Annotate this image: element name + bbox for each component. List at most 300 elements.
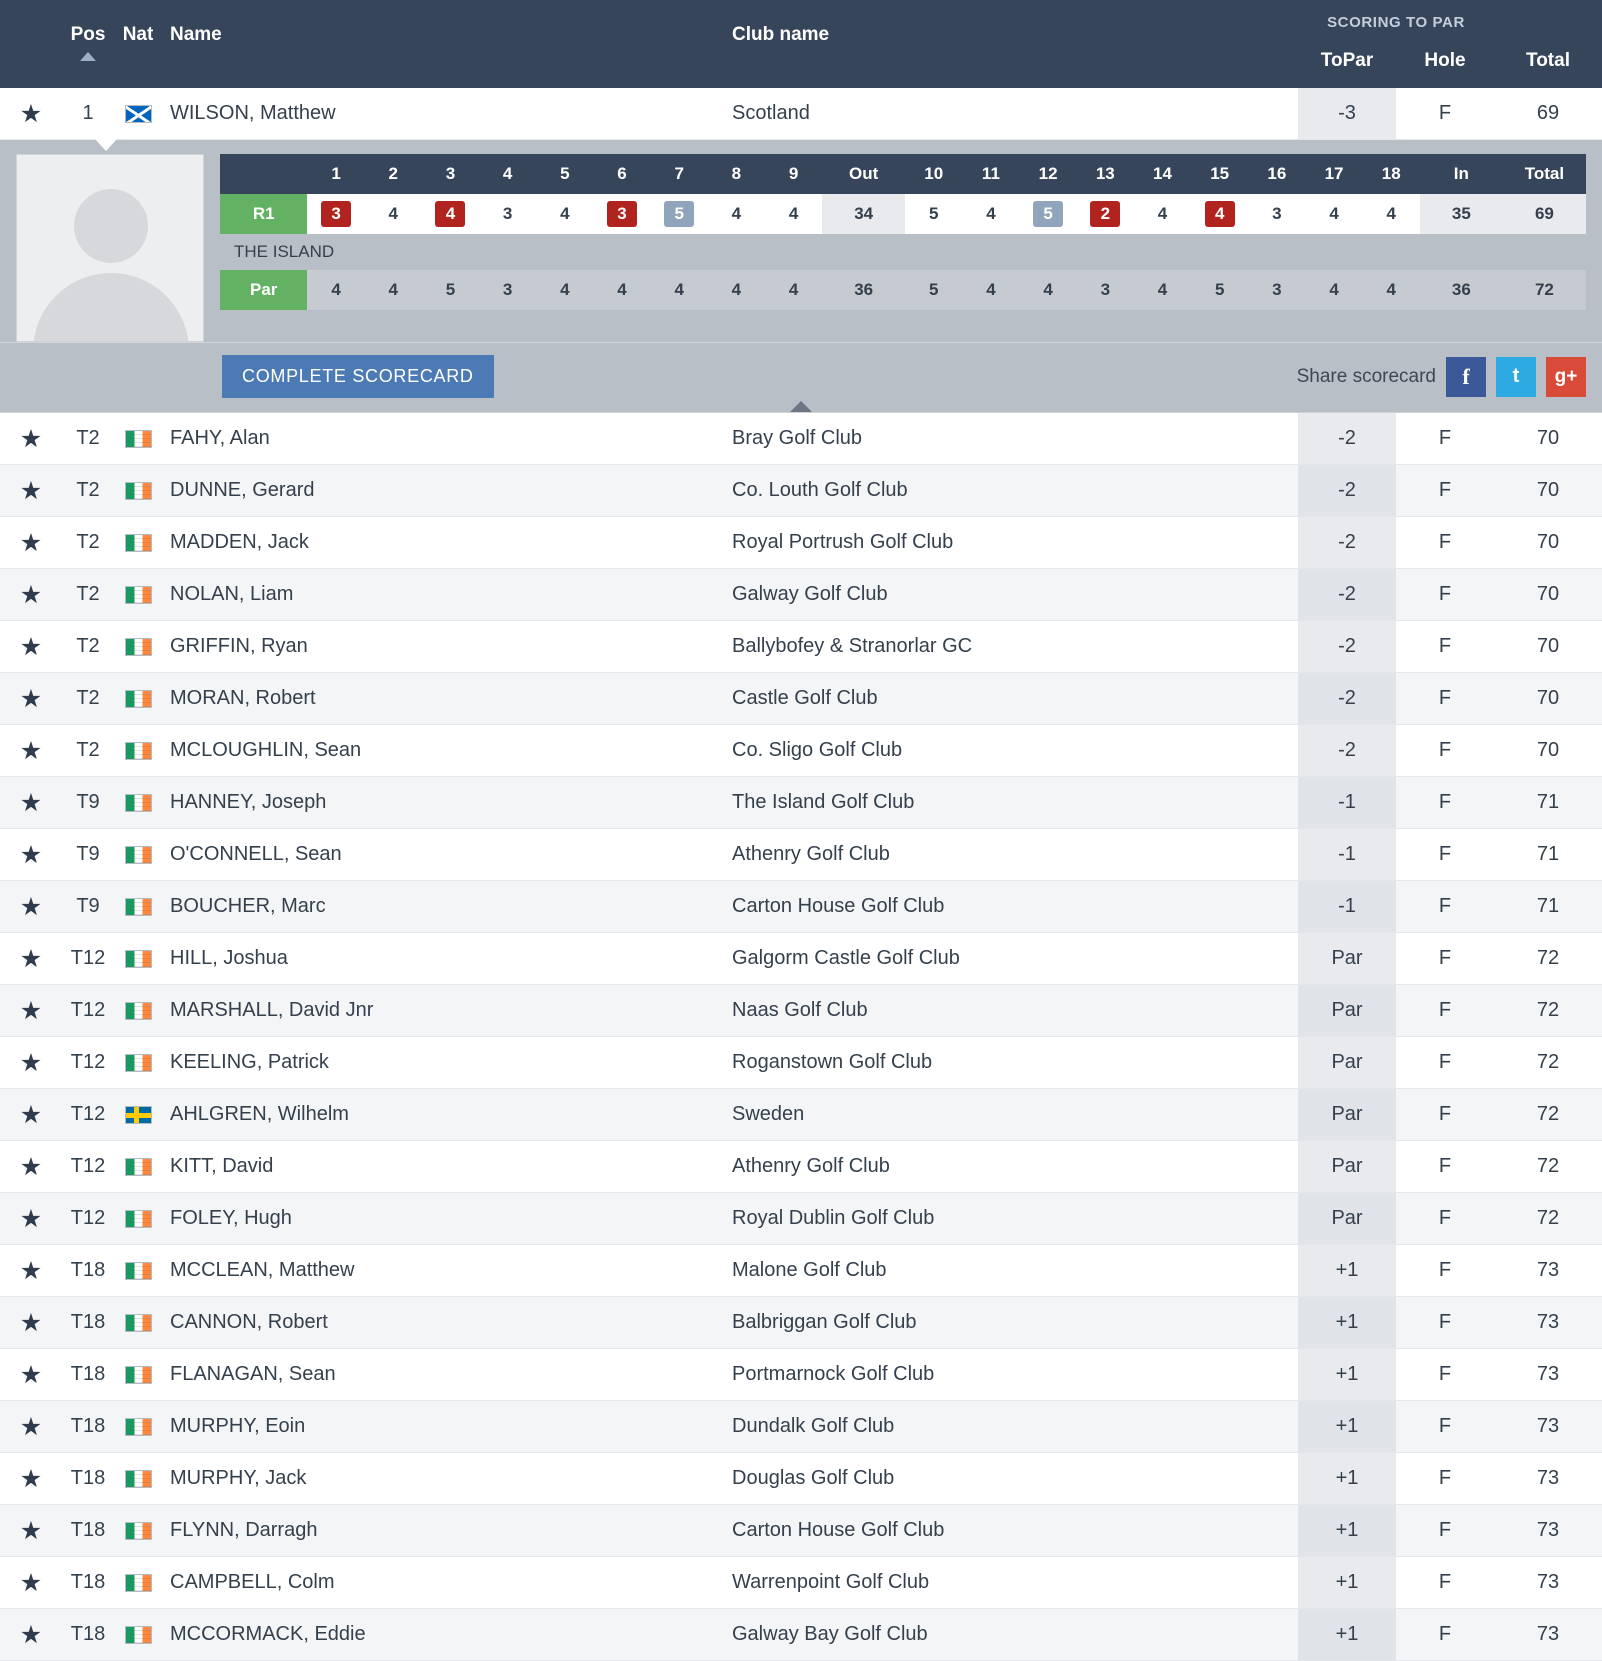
row-to-par: -2 xyxy=(1298,725,1396,776)
row-total: 72 xyxy=(1536,1103,1560,1125)
star-glyph: ★ xyxy=(19,1152,43,1181)
row-hole: F xyxy=(1438,1103,1452,1125)
row-hole: F xyxy=(1438,1363,1452,1385)
row-to-par: Par xyxy=(1298,1089,1396,1140)
favourite-star-icon[interactable] xyxy=(0,1037,62,1088)
favourite-star-icon[interactable] xyxy=(0,621,62,672)
scorecard-course-row xyxy=(220,234,1586,270)
hole-label-out: Out xyxy=(822,154,905,194)
flag-icon xyxy=(125,846,152,864)
flag-icon xyxy=(125,1210,152,1228)
row-nationality xyxy=(114,517,162,568)
row-position: T2 xyxy=(76,635,100,657)
par-5: 4 xyxy=(536,270,593,310)
row-player-name[interactable]: MCCLEAN, Matthew xyxy=(170,1259,355,1281)
row-total: 70 xyxy=(1536,427,1560,449)
star-glyph: ★ xyxy=(19,1048,43,1077)
favourite-star-icon[interactable] xyxy=(0,673,62,724)
row-to-par: +1 xyxy=(1298,1297,1396,1348)
scorecard-corner-cell xyxy=(220,154,307,194)
row-club-name: Galgorm Castle Golf Club xyxy=(732,947,960,969)
row-player-name[interactable]: MCCORMACK, Eddie xyxy=(170,1623,366,1645)
favourite-star-icon[interactable] xyxy=(0,1557,62,1608)
table-row[interactable] xyxy=(0,933,1602,985)
flag-icon xyxy=(125,1470,152,1488)
row-hole: F xyxy=(1438,1259,1452,1281)
row-total: 70 xyxy=(1536,479,1560,501)
table-row[interactable] xyxy=(0,1609,1602,1661)
sort-ascending-icon xyxy=(80,52,96,61)
row-to-par: -2 xyxy=(1298,673,1396,724)
hole-label-16: 16 xyxy=(1248,154,1305,194)
row-club-name: Balbriggan Golf Club xyxy=(732,1311,917,1333)
round-score-10: 5 xyxy=(905,194,962,234)
table-row[interactable] xyxy=(0,1453,1602,1505)
row-to-par: Par xyxy=(1298,1193,1396,1244)
row-to-par: Par xyxy=(1298,1037,1396,1088)
scorecard-header-row xyxy=(220,154,1586,194)
table-row[interactable] xyxy=(0,465,1602,517)
header-favourite-column xyxy=(0,0,62,88)
star-glyph: ★ xyxy=(19,99,43,128)
row-nationality xyxy=(114,881,162,932)
star-glyph: ★ xyxy=(19,1620,43,1649)
par-label: Par xyxy=(220,270,307,310)
row-to-par: +1 xyxy=(1298,1245,1396,1296)
flag-icon xyxy=(125,1158,152,1176)
row-to-par: -2 xyxy=(1298,517,1396,568)
score-value: 2 xyxy=(1090,201,1120,227)
expanded-caret-icon xyxy=(95,139,117,151)
star-glyph: ★ xyxy=(19,788,43,817)
row-position: T2 xyxy=(76,427,100,449)
row-club-name: Ballybofey & Stranorlar GC xyxy=(732,635,973,657)
row-to-par: +1 xyxy=(1298,1505,1396,1556)
row-nationality xyxy=(114,1297,162,1348)
row-total: 73 xyxy=(1536,1519,1560,1541)
row-to-par: +1 xyxy=(1298,1349,1396,1400)
hole-label-1: 1 xyxy=(307,154,364,194)
favourite-star-icon[interactable] xyxy=(0,777,62,828)
row-nationality xyxy=(114,569,162,620)
flag-icon xyxy=(125,1418,152,1436)
star-glyph: ★ xyxy=(19,684,43,713)
star-glyph: ★ xyxy=(19,736,43,765)
round-score-7 xyxy=(651,194,708,234)
row-to-par: -2 xyxy=(1298,621,1396,672)
row-hole: F xyxy=(1438,1467,1452,1489)
row-total: 71 xyxy=(1536,895,1560,917)
par-17: 4 xyxy=(1305,270,1362,310)
favourite-star-icon[interactable] xyxy=(0,569,62,620)
row-player-name[interactable]: HILL, Joshua xyxy=(170,947,288,969)
row-hole: F xyxy=(1438,531,1452,553)
round-score-11: 4 xyxy=(962,194,1019,234)
table-row[interactable] xyxy=(0,777,1602,829)
row-player-name[interactable]: MARSHALL, David Jnr xyxy=(170,999,374,1021)
row-position: T12 xyxy=(70,999,106,1021)
row-club-name: Galway Golf Club xyxy=(732,583,888,605)
flag-icon xyxy=(125,690,152,708)
hole-label-13: 13 xyxy=(1077,154,1134,194)
avatar-head-shape xyxy=(74,189,148,263)
course-name: THE ISLAND xyxy=(220,234,1586,270)
row-hole: F xyxy=(1438,1155,1452,1177)
row-club-name: Sweden xyxy=(732,1103,805,1125)
row-player-name[interactable]: KITT, David xyxy=(170,1155,274,1177)
row-club-name: Warrenpoint Golf Club xyxy=(732,1571,930,1593)
header-club-column[interactable] xyxy=(722,0,1298,88)
row-to-par: -2 xyxy=(1298,413,1396,464)
row-club-name: Bray Golf Club xyxy=(732,427,863,449)
flag-icon xyxy=(125,1262,152,1280)
header-scoring-group xyxy=(1298,0,1494,88)
star-glyph: ★ xyxy=(19,1464,43,1493)
row-nationality xyxy=(114,1245,162,1296)
header-topar-label[interactable]: ToPar xyxy=(1320,50,1374,71)
row-nationality xyxy=(114,1557,162,1608)
star-glyph: ★ xyxy=(19,892,43,921)
row-club-name: Royal Portrush Golf Club xyxy=(732,531,954,553)
row-hole: F xyxy=(1438,999,1452,1021)
score-value: 4 xyxy=(1205,201,1235,227)
table-row[interactable] xyxy=(0,1245,1602,1297)
row-club-name: Roganstown Golf Club xyxy=(732,1051,933,1073)
par-out: 36 xyxy=(822,270,905,310)
row-club-name: Portmarnock Golf Club xyxy=(732,1363,935,1385)
score-value: 3 xyxy=(321,201,351,227)
header-total-label: Total xyxy=(1526,50,1570,71)
par-3: 5 xyxy=(422,270,479,310)
row-to-par: -2 xyxy=(1298,465,1396,516)
row-nationality xyxy=(114,933,162,984)
row-position: T18 xyxy=(70,1311,106,1333)
row-player-name[interactable]: MADDEN, Jack xyxy=(170,531,309,553)
table-row[interactable] xyxy=(0,569,1602,621)
round-score-8: 4 xyxy=(708,194,765,234)
scorecard-par-row xyxy=(220,270,1586,310)
row-club-name: Athenry Golf Club xyxy=(732,843,890,865)
table-row-leader[interactable] xyxy=(0,88,1602,140)
flag-icon xyxy=(125,430,152,448)
row-total: 73 xyxy=(1536,1415,1560,1437)
favourite-star-icon[interactable] xyxy=(0,1141,62,1192)
header-hole-label[interactable]: Hole xyxy=(1424,50,1466,71)
row-player-name[interactable]: WILSON, Matthew xyxy=(170,102,336,124)
favourite-star-icon[interactable] xyxy=(0,1193,62,1244)
row-player-name[interactable]: CAMPBELL, Colm xyxy=(170,1571,335,1593)
header-name-label: Name xyxy=(170,24,222,45)
star-glyph: ★ xyxy=(19,424,43,453)
header-scoring-caption: SCORING TO PAR xyxy=(1327,14,1465,31)
row-player-name[interactable]: DUNNE, Gerard xyxy=(170,479,315,501)
favourite-star-icon[interactable] xyxy=(0,725,62,776)
row-player-name[interactable]: CANNON, Robert xyxy=(170,1311,328,1333)
hole-label-2: 2 xyxy=(365,154,422,194)
row-total: 72 xyxy=(1536,1155,1560,1177)
hole-label-17: 17 xyxy=(1305,154,1362,194)
flag-icon xyxy=(125,898,152,916)
star-glyph: ★ xyxy=(19,1100,43,1129)
row-total: 73 xyxy=(1536,1311,1560,1333)
table-row[interactable] xyxy=(0,413,1602,465)
header-total-column[interactable] xyxy=(1494,0,1602,88)
table-row[interactable] xyxy=(0,985,1602,1037)
row-total: 71 xyxy=(1536,843,1560,865)
hole-label-9: 9 xyxy=(765,154,822,194)
round-score-15 xyxy=(1191,194,1248,234)
par-11: 4 xyxy=(962,270,1019,310)
row-to-par: -1 xyxy=(1298,777,1396,828)
row-club-name: Naas Golf Club xyxy=(732,999,868,1021)
row-position: T2 xyxy=(76,583,100,605)
row-nationality xyxy=(114,673,162,724)
star-glyph: ★ xyxy=(19,944,43,973)
row-to-par: Par xyxy=(1298,933,1396,984)
round-score-5: 4 xyxy=(536,194,593,234)
header-name-column[interactable] xyxy=(162,0,722,88)
flag-icon xyxy=(125,586,152,604)
row-position: T18 xyxy=(70,1363,106,1385)
row-club-name: Athenry Golf Club xyxy=(732,1155,890,1177)
row-total: 71 xyxy=(1536,791,1560,813)
complete-scorecard-button[interactable]: COMPLETE SCORECARD xyxy=(222,355,494,398)
favourite-star-icon[interactable] xyxy=(0,517,62,568)
row-to-par: +1 xyxy=(1298,1453,1396,1504)
twitter-icon[interactable]: t xyxy=(1496,357,1536,397)
star-glyph: ★ xyxy=(19,1256,43,1285)
table-row[interactable] xyxy=(0,829,1602,881)
row-position: T12 xyxy=(70,1207,106,1229)
hole-label-12: 12 xyxy=(1020,154,1077,194)
table-row[interactable] xyxy=(0,621,1602,673)
table-row[interactable] xyxy=(0,881,1602,933)
row-hole: F xyxy=(1438,1415,1452,1437)
row-hole: F xyxy=(1438,843,1452,865)
hole-label-5: 5 xyxy=(536,154,593,194)
share-group xyxy=(1297,357,1586,397)
row-player-name[interactable]: HANNEY, Joseph xyxy=(170,791,327,813)
share-label: Share scorecard xyxy=(1296,365,1436,387)
star-glyph: ★ xyxy=(19,580,43,609)
score-value: 4 xyxy=(435,201,465,227)
row-hole: F xyxy=(1438,102,1452,124)
table-row[interactable] xyxy=(0,1037,1602,1089)
row-hole: F xyxy=(1438,1623,1452,1645)
round-score-17: 4 xyxy=(1305,194,1362,234)
row-player-name[interactable]: MORAN, Robert xyxy=(170,687,316,709)
par-14: 4 xyxy=(1134,270,1191,310)
row-position: T18 xyxy=(70,1623,106,1645)
row-player-name[interactable]: BOUCHER, Marc xyxy=(170,895,326,917)
favourite-star-icon[interactable] xyxy=(0,1401,62,1452)
row-player-name[interactable]: FLYNN, Darragh xyxy=(170,1519,318,1541)
row-club-name: Galway Bay Golf Club xyxy=(732,1623,928,1645)
favourite-star-icon[interactable] xyxy=(0,1505,62,1556)
flag-icon xyxy=(125,1626,152,1644)
star-glyph: ★ xyxy=(19,476,43,505)
googleplus-icon[interactable]: g+ xyxy=(1546,357,1586,397)
row-club-name: Co. Louth Golf Club xyxy=(732,479,908,501)
row-nationality xyxy=(114,1609,162,1660)
row-nationality xyxy=(114,1141,162,1192)
round-score-2: 4 xyxy=(365,194,422,234)
round-score-total: 69 xyxy=(1503,194,1586,234)
round-score-out: 34 xyxy=(822,194,905,234)
row-player-name[interactable]: KEELING, Patrick xyxy=(170,1051,329,1073)
row-hole: F xyxy=(1438,427,1452,449)
favourite-star-icon[interactable] xyxy=(0,1349,62,1400)
favourite-star-icon[interactable] xyxy=(0,933,62,984)
row-nationality xyxy=(114,1349,162,1400)
scorecard-footer xyxy=(0,343,1602,413)
star-glyph: ★ xyxy=(19,1568,43,1597)
row-player-name[interactable]: FOLEY, Hugh xyxy=(170,1207,292,1229)
favourite-star-icon[interactable] xyxy=(0,829,62,880)
hole-label-3: 3 xyxy=(422,154,479,194)
flag-icon xyxy=(125,1366,152,1384)
row-hole: F xyxy=(1438,1519,1452,1541)
hole-label-11: 11 xyxy=(962,154,1019,194)
row-hole: F xyxy=(1438,1207,1452,1229)
round-label: R1 xyxy=(220,194,307,234)
flag-icon xyxy=(125,1314,152,1332)
row-total: 69 xyxy=(1536,102,1560,124)
flag-icon xyxy=(125,482,152,500)
collapse-scorecard-icon[interactable] xyxy=(790,401,812,412)
par-4: 3 xyxy=(479,270,536,310)
par-6: 4 xyxy=(593,270,650,310)
row-hole: F xyxy=(1438,1571,1452,1593)
row-club-name: Douglas Golf Club xyxy=(732,1467,895,1489)
header-club-label: Club name xyxy=(732,24,830,45)
row-hole: F xyxy=(1438,895,1452,917)
row-nationality xyxy=(114,829,162,880)
row-total: 70 xyxy=(1536,531,1560,553)
row-total: 72 xyxy=(1536,999,1560,1021)
par-9: 4 xyxy=(765,270,822,310)
row-hole: F xyxy=(1438,947,1452,969)
flag-scotland-icon xyxy=(125,105,152,123)
star-glyph: ★ xyxy=(19,528,43,557)
row-position: T9 xyxy=(76,791,100,813)
hole-label-in: In xyxy=(1420,154,1503,194)
row-player-name[interactable]: MURPHY, Eoin xyxy=(170,1415,306,1437)
star-glyph: ★ xyxy=(19,996,43,1025)
table-row[interactable] xyxy=(0,1505,1602,1557)
row-club-name: Carton House Golf Club xyxy=(732,1519,945,1541)
row-player-name[interactable]: MURPHY, Jack xyxy=(170,1467,307,1489)
table-row[interactable] xyxy=(0,673,1602,725)
row-hole: F xyxy=(1438,1311,1452,1333)
row-position: T12 xyxy=(70,1155,106,1177)
score-value: 5 xyxy=(664,201,694,227)
par-16: 3 xyxy=(1248,270,1305,310)
row-nationality xyxy=(114,1505,162,1556)
hole-label-18: 18 xyxy=(1363,154,1420,194)
row-player-name[interactable]: FLANAGAN, Sean xyxy=(170,1363,336,1385)
table-row[interactable] xyxy=(0,1297,1602,1349)
expanded-scorecard-panel xyxy=(0,140,1602,343)
row-nationality xyxy=(114,1453,162,1504)
row-player-name[interactable]: AHLGREN, Wilhelm xyxy=(170,1103,349,1125)
header-pos-column[interactable] xyxy=(62,0,114,88)
favourite-star-icon[interactable] xyxy=(0,1297,62,1348)
table-row[interactable] xyxy=(0,517,1602,569)
leaderboard-rows xyxy=(0,413,1602,1661)
row-total: 70 xyxy=(1536,739,1560,761)
favourite-star-icon[interactable] xyxy=(0,1609,62,1660)
table-row[interactable] xyxy=(0,1401,1602,1453)
flag-icon xyxy=(125,1522,152,1540)
row-player-name[interactable]: NOLAN, Liam xyxy=(170,583,294,605)
flag-icon xyxy=(125,950,152,968)
flag-icon xyxy=(125,1054,152,1072)
par-7: 4 xyxy=(651,270,708,310)
row-total: 70 xyxy=(1536,583,1560,605)
row-club-name: Co. Sligo Golf Club xyxy=(732,739,903,761)
row-hole: F xyxy=(1438,687,1452,709)
table-row[interactable] xyxy=(0,1349,1602,1401)
row-club-name: Dundalk Golf Club xyxy=(732,1415,895,1437)
hole-label-14: 14 xyxy=(1134,154,1191,194)
table-row[interactable] xyxy=(0,725,1602,777)
player-avatar xyxy=(16,154,204,342)
row-player-name[interactable]: GRIFFIN, Ryan xyxy=(170,635,308,657)
facebook-icon[interactable]: f xyxy=(1446,357,1486,397)
flag-icon xyxy=(125,1106,152,1124)
favourite-star-icon[interactable] xyxy=(0,881,62,932)
favourite-star-icon[interactable] xyxy=(0,88,62,139)
round-score-4: 3 xyxy=(479,194,536,234)
row-player-name[interactable]: O'CONNELL, Sean xyxy=(170,843,342,865)
row-total: 72 xyxy=(1536,1051,1560,1073)
row-position: T12 xyxy=(70,1103,106,1125)
favourite-star-icon[interactable] xyxy=(0,413,62,464)
row-total: 73 xyxy=(1536,1623,1560,1645)
row-player-name[interactable]: FAHY, Alan xyxy=(170,427,270,449)
favourite-star-icon[interactable] xyxy=(0,1453,62,1504)
star-glyph: ★ xyxy=(19,840,43,869)
hole-label-total: Total xyxy=(1503,154,1586,194)
table-row[interactable] xyxy=(0,1089,1602,1141)
row-to-par: +1 xyxy=(1298,1609,1396,1660)
row-position: T2 xyxy=(76,687,100,709)
favourite-star-icon[interactable] xyxy=(0,465,62,516)
table-row[interactable] xyxy=(0,1141,1602,1193)
star-glyph: ★ xyxy=(19,1308,43,1337)
favourite-star-icon[interactable] xyxy=(0,985,62,1036)
par-13: 3 xyxy=(1077,270,1134,310)
row-total: 73 xyxy=(1536,1571,1560,1593)
row-to-par: -2 xyxy=(1298,569,1396,620)
row-player-name[interactable]: MCLOUGHLIN, Sean xyxy=(170,739,362,761)
row-to-par: -3 xyxy=(1298,88,1396,139)
row-nationality xyxy=(114,621,162,672)
table-row[interactable] xyxy=(0,1557,1602,1609)
favourite-star-icon[interactable] xyxy=(0,1245,62,1296)
header-nat-label: Nat xyxy=(122,24,154,45)
hole-label-4: 4 xyxy=(479,154,536,194)
flag-icon xyxy=(125,1574,152,1592)
hole-label-15: 15 xyxy=(1191,154,1248,194)
favourite-star-icon[interactable] xyxy=(0,1089,62,1140)
row-club-name: Carton House Golf Club xyxy=(732,895,945,917)
star-glyph: ★ xyxy=(19,1360,43,1389)
row-position: T18 xyxy=(70,1259,106,1281)
table-row[interactable] xyxy=(0,1193,1602,1245)
flag-icon xyxy=(125,794,152,812)
